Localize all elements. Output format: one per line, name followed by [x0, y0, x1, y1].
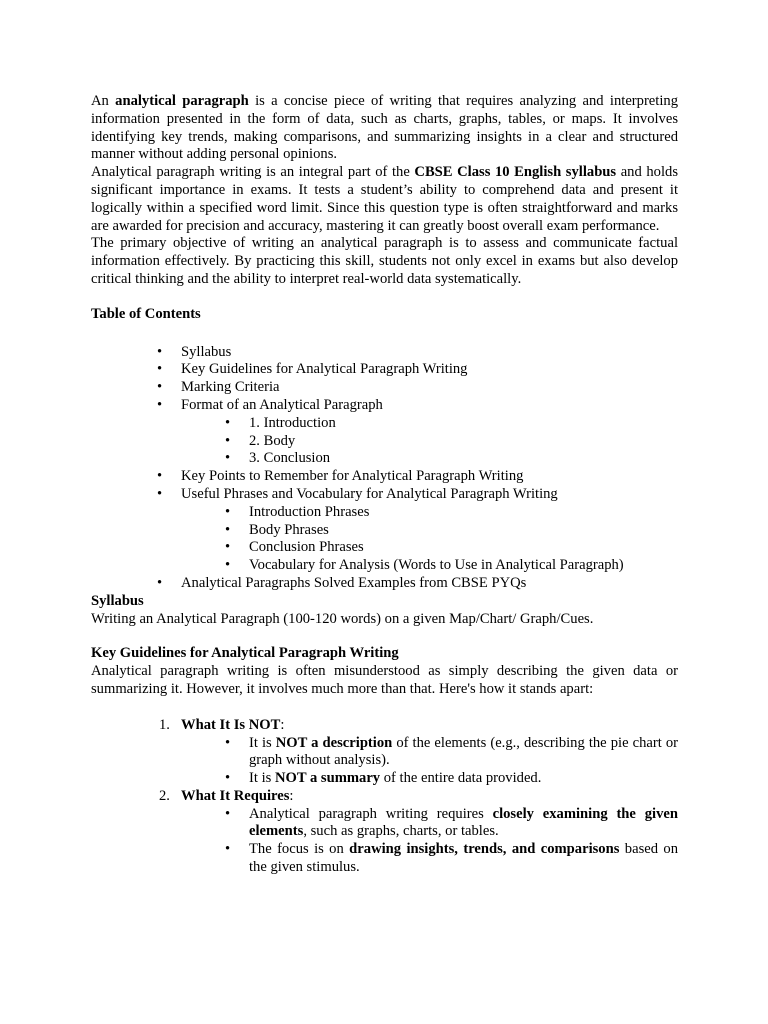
bold-text: NOT a description [275, 734, 393, 751]
syllabus-heading: Syllabus [91, 592, 144, 609]
syllabus-text: Writing an Analytical Paragraph (100-120 words) on a given Map/Chart/ Graph/Cues. [91, 610, 594, 627]
guidelines-heading: Key Guidelines for Analytical Paragraph Writing [91, 645, 399, 662]
toc-subitem[interactable]: • Introduction Phrases [91, 504, 678, 522]
text-run: of the entire data provided. [380, 770, 542, 787]
guideline-title-suffix: : [289, 787, 294, 804]
text-run: It is [249, 770, 275, 787]
intro-paragraph-3: The primary objective of writing an analytical paragraph is to assess and communicate factual information effectively. By practicing this skill, students not only excel in exams but also develop critical thinking and the ability to interpret real-world data systematically. [91, 235, 678, 287]
section-spacer [91, 628, 678, 645]
guideline-number: 2. [159, 787, 170, 804]
table-of-contents [91, 344, 678, 593]
guideline-item [91, 788, 678, 806]
bold-text: closely examining the given elements [249, 805, 678, 840]
text-run: The focus is on [249, 841, 350, 858]
guideline-bullet [91, 806, 678, 842]
toc-subitem[interactable]: • 2. Body [91, 433, 678, 451]
toc-subitem[interactable]: • Conclusion Phrases [91, 539, 678, 557]
toc-subitem[interactable]: • 3. Conclusion [91, 450, 678, 468]
guidelines-intro: Analytical paragraph writing is often misunderstood as simply describing the given data or summarizing it. However, it involves much more than that. Here's how it stands apart: [91, 663, 678, 697]
toc-item[interactable]: • Syllabus [91, 344, 678, 362]
toc-heading: Table of Contents [91, 305, 201, 322]
guideline-bullet [91, 841, 678, 877]
guideline-bullet [91, 735, 678, 771]
text-run: An [91, 93, 116, 109]
toc-subitem[interactable]: • Body Phrases [91, 522, 678, 540]
text-run: based on the given stimulus. [249, 841, 678, 876]
text-run: Analytical paragraph writing requires [249, 805, 493, 822]
guideline-item [91, 717, 678, 735]
guideline-title-suffix: : [280, 716, 285, 733]
guideline-bullets [91, 735, 678, 788]
toc-item[interactable]: • Format of an Analytical Paragraph [91, 397, 678, 415]
toc-subitem[interactable]: • 1. Introduction [91, 415, 678, 433]
guideline-bullets [91, 806, 678, 877]
guideline-bullet [91, 770, 678, 788]
bold-text: analytical paragraph [115, 93, 249, 109]
toc-item[interactable]: • Key Points to Remember for Analytical Paragraph Writing [91, 468, 678, 486]
intro-paragraph-1 [91, 93, 678, 164]
intro-paragraph-2 [91, 164, 678, 235]
bold-text: drawing insights, trends, and comparisons [349, 841, 620, 858]
text-run: It is [249, 734, 276, 751]
text-run: of the elements (e.g., describing the pie chart or graph without analysis). [249, 734, 678, 769]
guideline-title: What It Requires [181, 787, 290, 804]
toc-item[interactable]: • Key Guidelines for Analytical Paragraph Writing [91, 361, 678, 379]
text-run: and holds significant importance in exams. It tests a student’s ability to comprehend data and present it logically within a specified word limit. Since this question type is often straightforward and marks are awarded for precision and accuracy, mastering it can greatly boost overall exam performance. [91, 164, 678, 234]
toc-item[interactable]: • Analytical Paragraphs Solved Examples from CBSE PYQs [91, 575, 678, 593]
bold-text: CBSE Class 10 English syllabus [414, 164, 617, 181]
toc-item[interactable]: • Marking Criteria [91, 379, 678, 397]
text-run: , such as graphs, charts, or tables. [303, 823, 499, 840]
document-body [91, 93, 678, 877]
toc-item[interactable]: • Useful Phrases and Vocabulary for Analytical Paragraph Writing [91, 486, 678, 504]
bold-text: NOT a summary [274, 770, 381, 787]
toc-subitem[interactable]: • Vocabulary for Analysis (Words to Use in Analytical Paragraph) [91, 557, 678, 575]
guideline-title: What It Is NOT [181, 716, 281, 733]
guideline-number: 1. [159, 716, 170, 733]
guidelines-list [91, 717, 678, 877]
text-run: Analytical paragraph writing is an integral part of the [91, 164, 415, 181]
text-run: is a concise piece of writing that requires analyzing and interpreting information presented in the form of data, such as charts, graphs, tables, or maps. It involves identifying key trends, making comparisons, and summarizing insights in a clear and structured manner without adding personal opinions. [91, 93, 678, 163]
